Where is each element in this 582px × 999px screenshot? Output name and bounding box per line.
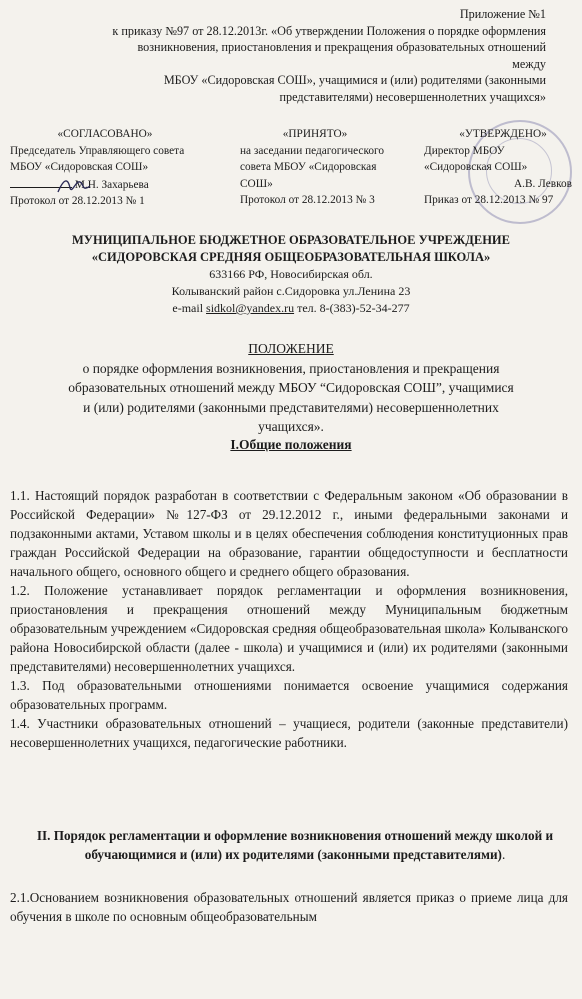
agreed-heading: «СОГЛАСОВАНО» [57, 128, 153, 140]
email-link[interactable]: sidkol@yandex.ru [206, 301, 295, 315]
annex-line-1: к приказу №97 от 28.12.2013г. «Об утверждении Положения о порядке оформления [112, 23, 546, 38]
org-line-2: «СИДОРОВСКАЯ СРЕДНЯЯ ОБЩЕОБРАЗОВАТЕЛЬНАЯ ШКОЛА» [91, 250, 491, 264]
approved-block [424, 126, 582, 209]
agreed-line-1: Председатель Управляющего совета [10, 144, 185, 157]
approved-line-4: Приказ от 28.12.2013 № 97 [424, 194, 554, 206]
accepted-heading: «ПРИНЯТО» [282, 128, 348, 140]
annex-header [106, 6, 546, 105]
addr-line-2: Колыванский район с.Сидоровка ул.Ленина 23 [171, 284, 411, 298]
email-label: e-mail [172, 301, 204, 315]
document-title-line-4: учащихся». [258, 419, 324, 434]
organization-address [0, 266, 582, 317]
phone-text: тел. 8-(383)-52-34-277 [297, 301, 410, 315]
document-title-word: ПОЛОЖЕНИЕ [248, 341, 334, 356]
accepted-block [240, 126, 390, 209]
approved-line-2: «Сидоровская СОШ» [424, 161, 528, 173]
agreed-line-4: Протокол от 28.12.2013 № 1 [10, 195, 145, 207]
contact-line [0, 300, 582, 317]
approved-line-1: Директор МБОУ [424, 144, 505, 157]
accepted-line-1: на заседании педагогического [240, 144, 385, 157]
paragraph-1-1: 1.1. Настоящий порядок разработан в соответствии с Федеральным законом «Об образовании в Российской Федерации» №127-ФЗ от 29.12.2012 г., иными федеральными законами и подзаконными актами, Уставом школы и в целях обеспечения соблюдения конституционных прав граждан Российской Федерации на образование, гарантии общедоступности и бесплатности начального общего, основного общего и среднего общего образования. [10, 488, 568, 579]
agreed-block [10, 126, 200, 210]
agreed-line-2: МБОУ «Сидоровская СОШ» [10, 161, 149, 173]
annex-line-3: МБОУ «Сидоровская СОШ», учащимися и (или) родителями (законными [163, 73, 546, 87]
document-title-line-1: о порядке оформления возникновения, приостановления и прекращения [82, 360, 500, 376]
approved-signature-row [424, 176, 582, 193]
handwritten-signature-icon [56, 176, 96, 196]
accepted-line-3: СОШ» [240, 177, 273, 190]
section-2-heading-end: . [501, 847, 506, 862]
document-title-line-3: и (или) родителями (законными представителями) несовершеннолетних [83, 399, 499, 415]
section-2-heading [30, 826, 560, 864]
paragraph-1-3: 1.3. Под образовательными отношениями понимается освоение учащимися содержания образовательных программ. [10, 678, 568, 712]
paragraph-2-1: 2.1.Основанием возникновения образовательных отношений является приказ о приеме лица для обучения в школе по основным общеобразовательным [10, 890, 568, 924]
agreed-signature-row [10, 176, 200, 194]
annex-line-2: возникновения, приостановления и прекращения образовательных отношений между [137, 40, 546, 71]
agreed-line-3: М.Н. Захарьева [74, 178, 149, 191]
accepted-line-4: Протокол от 28.12.2013 № 3 [240, 194, 375, 206]
section-1-body [10, 486, 568, 752]
accepted-line-2: совета МБОУ «Сидоровская [240, 161, 377, 173]
section-1-heading: I.Общие положения [230, 437, 352, 452]
document-title-line-2: образовательных отношений между МБОУ “Сидоровская СОШ”, учащимися [68, 380, 514, 395]
section-2-heading-text: II. Порядок регламентации и оформление возникновения отношений между школой и обучающимися и (или) их родителями (законными представителями) [36, 828, 554, 862]
approved-line-3: А.В. Левков [514, 177, 572, 190]
addr-line-1: 633166 РФ, Новосибирская обл. [209, 267, 373, 281]
annex-line-4: представителями) несовершеннолетних учащихся» [279, 89, 546, 104]
annex-title: Приложение №1 [459, 7, 546, 21]
paragraph-1-4: 1.4. Участники образовательных отношений – учащиеся, родители (законные представители) несовершеннолетних учащихся, педагогические работники. [10, 716, 568, 750]
org-line-1: МУНИЦИПАЛЬНОЕ БЮДЖЕТНОЕ ОБРАЗОВАТЕЛЬНОЕ УЧРЕЖДЕНИЕ [72, 233, 510, 247]
approved-heading: «УТВЕРЖДЕНО» [459, 128, 547, 140]
document-title [0, 339, 582, 437]
paragraph-1-2: 1.2. Положение устанавливает порядок регламентации и оформления возникновения, приостановления и прекращения отношений между Муниципальным бюджетным образовательным учреждением «Сидоровская средняя общеобразовательная школа» Колыванского района Новосибирской области (далее - школа) и учащимися и (или) их родителями (законными представителями) несовершеннолетних учащихся. [10, 583, 568, 674]
organization-name [0, 232, 582, 266]
